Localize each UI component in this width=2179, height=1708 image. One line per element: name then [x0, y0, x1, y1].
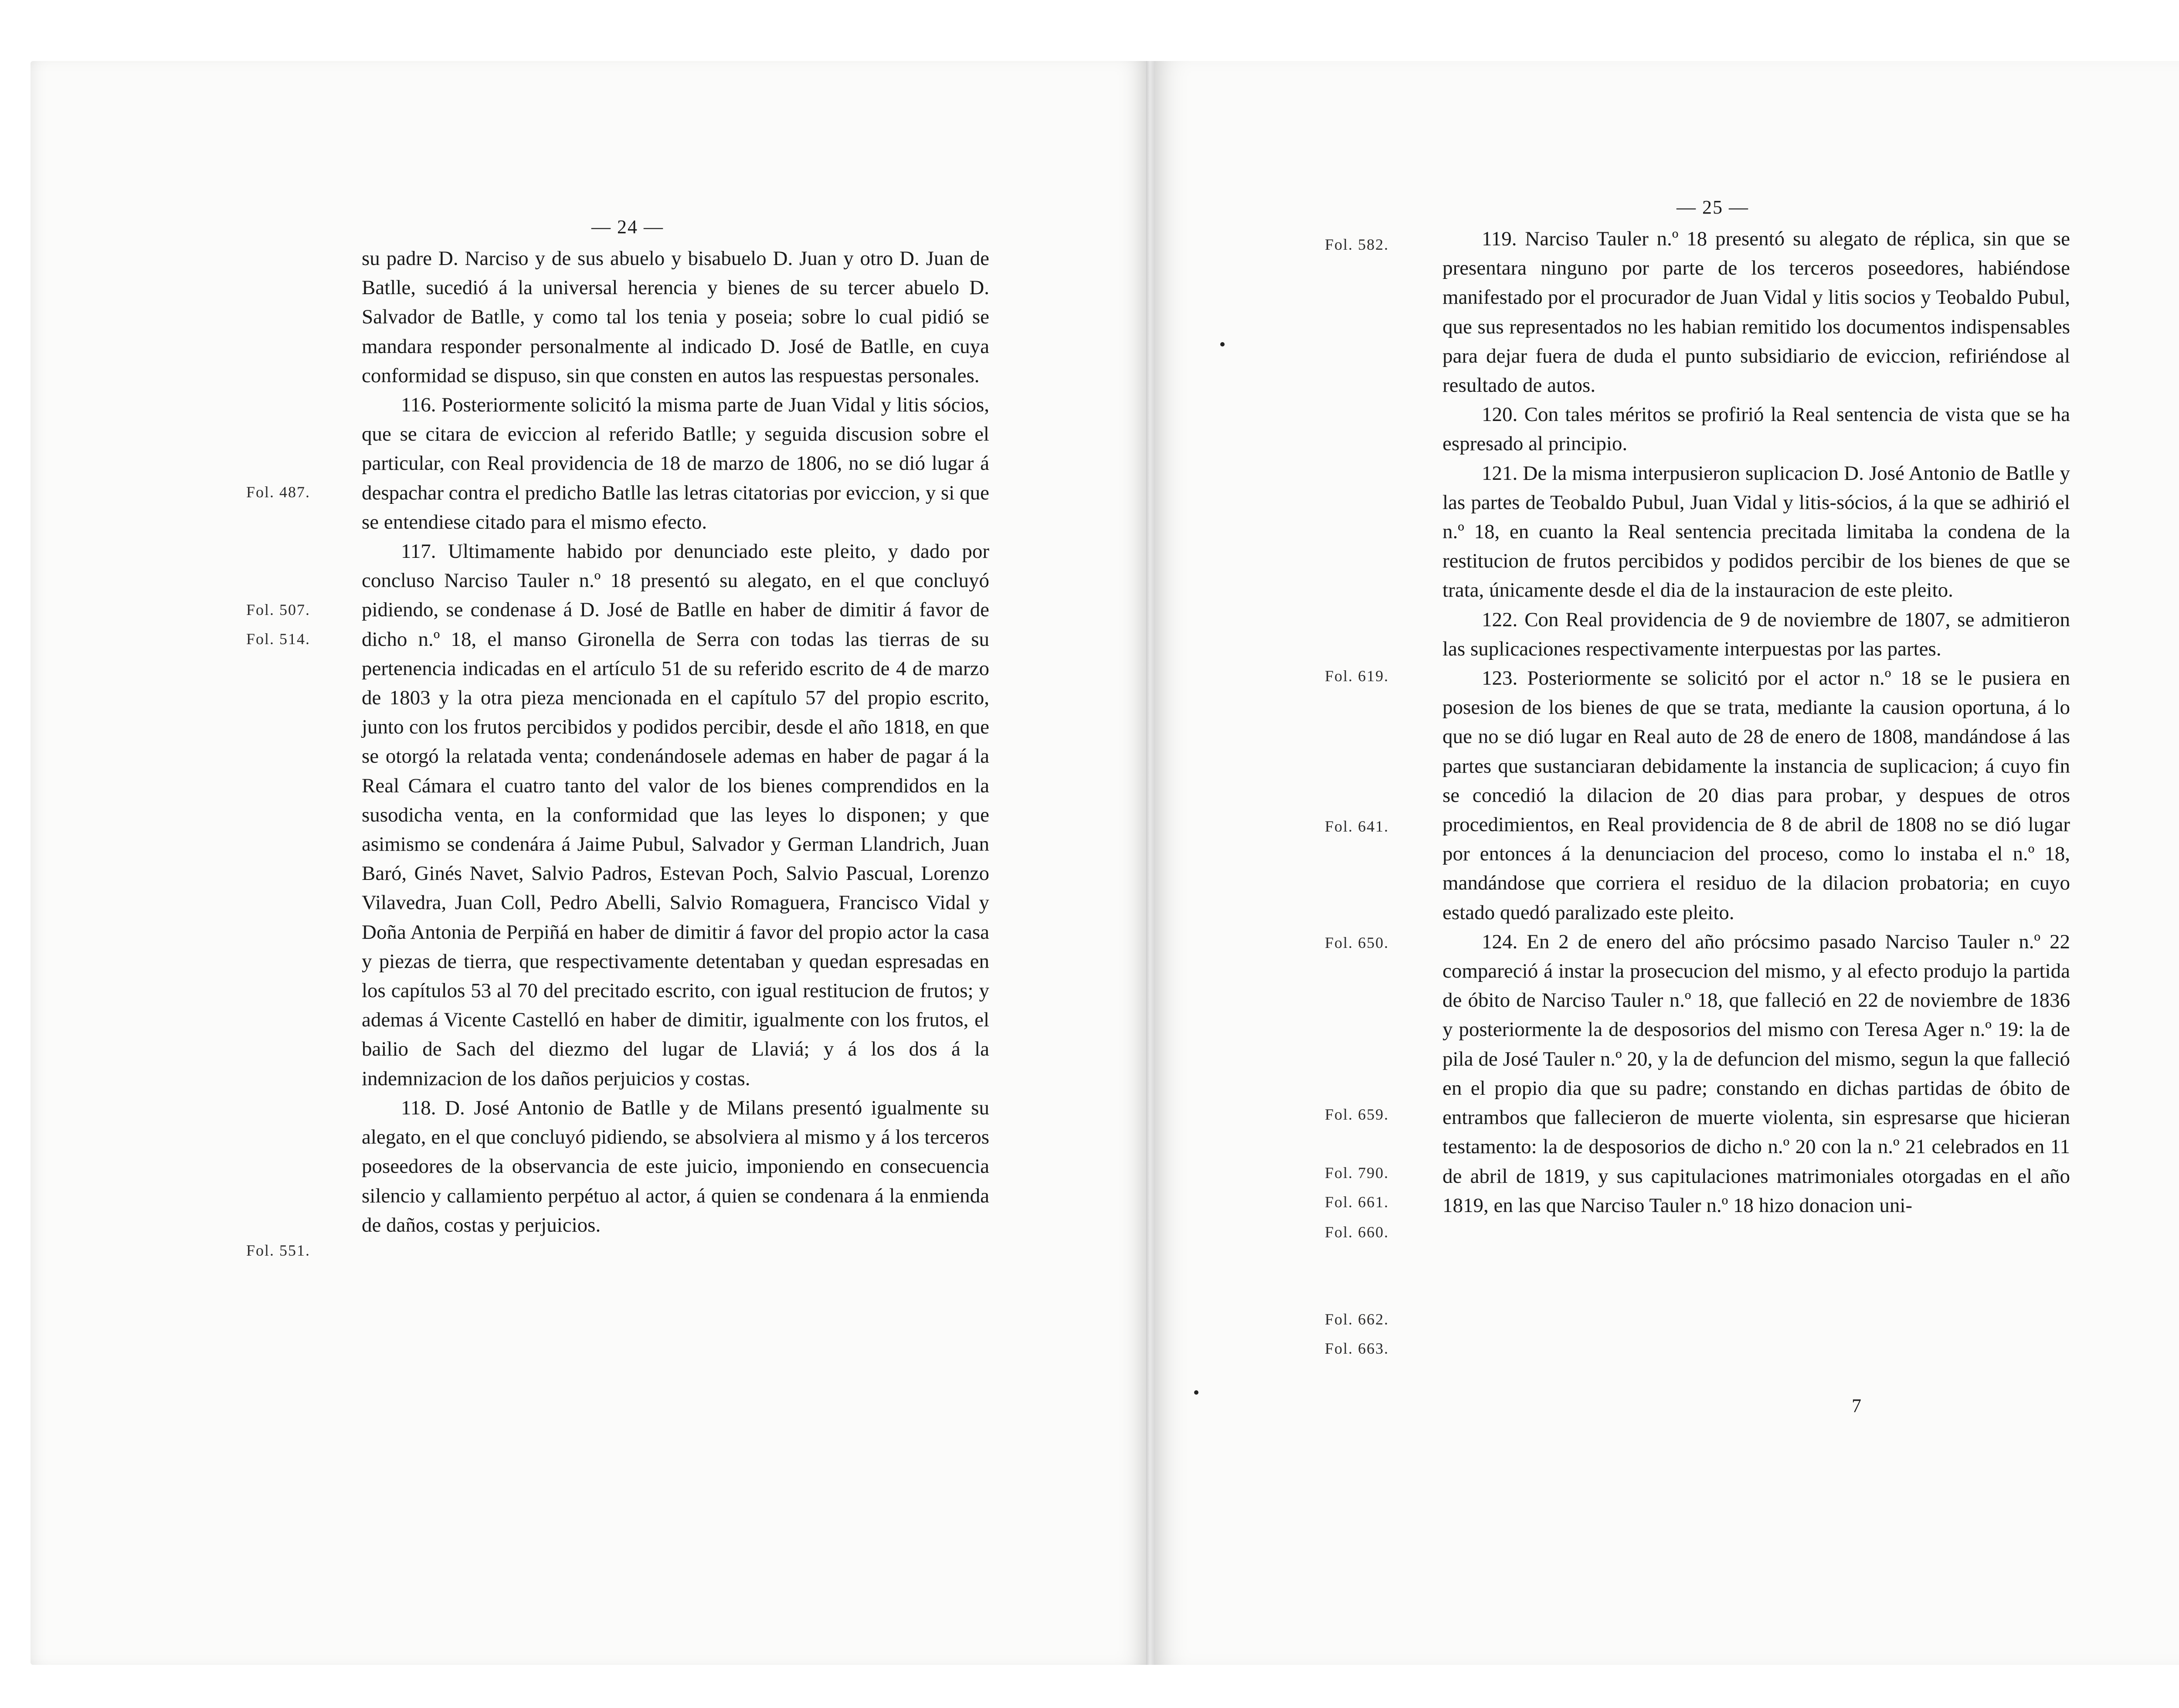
paragraph: 123. Posteriormente se solicitó por el actor n.º 18 se le pusiera en posesion de los bienes de que se trata, mediante la causion oportuna, á lo que no se dió lugar en Real auto de 28 de enero de 1808, mandándose á las partes que sustanciaran debidamente la instancia de suplicacion; á cuyo fin se concedió la dilacion de 20 dias para probar, y despues de otros procedimientos, en Real providencia de 8 de abril de 1808 no se dió lugar por entonces á la denunciacion del proceso, como lo instaba el n.º 18, mandándose que corriera el residuo de la dilacion probatoria; en cuyo estado quedó paralizado este pleito. — [1442, 667, 2070, 924]
left-body-text — [362, 244, 989, 1240]
paragraph: su padre D. Narciso y de sus abuelo y bisabuelo D. Juan y otro D. Juan de Batlle, sucedió á la universal herencia y bienes de su tercer abuelo D. Salvador de Batlle, y como tal los tenia y poseia; sobre lo cual pidió se mandara responder personalmente al indicado D. José de Batlle, en cuya conformidad se dispuso, sin que consten en autos las respuestas personales. — [362, 247, 989, 387]
left-page-number: — 24 — — [591, 216, 664, 238]
right-margin-note: Fol. 659. — [1325, 1106, 1389, 1123]
scan-speck — [1194, 1390, 1198, 1395]
paragraph: 117. Ultimamente habido por denunciado este pleito, y dado por concluso Narciso Tauler n.º 18 presentó su alegato, en el que concluyó pidiendo, se condenase á D. José de Batlle en haber de dimitir á favor de dicho n.º 18, el manso Gironella de Serra con todas las tierras de su pertenencia indicadas en el artículo 51 de su referido escrito de 4 de marzo de 1803 y la otra pieza mencionada en el capítulo 57 del propio escrito, junto con los frutos percibidos y podidos percibir, desde el año 1818, en que se otorgó la relatada venta; condenándosele ademas en haber de pagar á la Real Cámara el cuatro tanto del valor de los bienes comprendidos en la susodicha venta, en la conformidad que las leyes lo disponen; y que asimismo se condenára á Jaime Pubul, Salvador y German Llandrich, Juan Baró, Ginés Navet, Salvio Padros, Estevan Poch, Salvio Pascual, Lorenzo Vilavedra, Juan Coll, Pedro Abelli, Salvio Romaguera, Francisco Vidal y Doña Antonia de Perpiñá en haber de dimitir á favor del propio actor la casa y piezas de tierra, que respectivamente detentaban y quedan espresadas en los capítulos 53 al 70 del precitado escrito, con igual restitucion de frutos; y ademas á Vicente Castelló en haber de dimitir, igualmente con los frutos, el bailio de Sach del diezmo del lugar de Llaviá; y á los dos á la indemnizacion de los daños perjuicios y costas. — [362, 540, 989, 1090]
signature-mark: 7 — [1852, 1395, 1861, 1416]
left-margin-note: Fol. 487. — [246, 483, 311, 501]
paragraph: 124. En 2 de enero del año prócsimo pasado Narciso Tauler n.º 22 compareció á instar la prosecucion del mismo, y al efecto produjo la partida de óbito de Narciso Tauler n.º 18, que falleció en 22 de noviembre de 1836 y posteriormente la de desposorios del mismo con Teresa Ager n.º 19: la de pila de José Tauler n.º 20, y la de defuncion del mismo, segun la que falleció en el propio dia que su padre; constando en dichas partidas de óbito de entrambos que fallecieron de muerte violenta, sin espresarse que hicieran testamento: la de desposorios de dicho n.º 20 con la n.º 21 celebrados en 11 de abril de 1819, y sus capitulaciones matrimoniales otorgadas en el año 1819, en las que Narciso Tauler n.º 18 hizo donacion uni- — [1442, 930, 2070, 1217]
left-margin-note: Fol. 514. — [246, 630, 311, 648]
paragraph: 119. Narciso Tauler n.º 18 presentó su alegato de réplica, sin que se presentara ninguno por parte de los terceros poseedores, habiéndose manifestado por el procurador de Juan Vidal y litis socios y Teobaldo Pubul, que sus representados no les habian remitido los documentos indispensables para dejar fuera de duda el punto subsidiario de eviccion, refiriéndose al resultado de autos. — [1442, 228, 2070, 397]
right-margin-note: Fol. 650. — [1325, 934, 1389, 951]
paragraph: 116. Posteriormente solicitó la misma parte de Juan Vidal y litis sócios, que se citara de eviccion al referido Batlle; y seguida discusion sobre el particular, con Real providencia de 18 de marzo de 1806, no se dió lugar á despachar contra el predicho Batlle las letras citatorias por eviccion, y si que se entendiese citado para el mismo efecto. — [362, 394, 989, 533]
right-margin-note: Fol. 662. — [1325, 1311, 1389, 1328]
paragraph: 118. D. José Antonio de Batlle y de Milans presentó igualmente su alegato, en el que concluyó pidiendo, se absolviera al mismo y á los terceros poseedores de la observancia de este juicio, imponiendo en consecuencia silencio y callamiento perpétuo al actor, á quien se condenara á la enmienda de daños, costas y perjuicios. — [362, 1096, 989, 1236]
scan-speck — [1220, 342, 1225, 346]
right-page-number: — 25 — — [1677, 197, 1749, 218]
right-margin-note: Fol. 660. — [1325, 1223, 1389, 1241]
left-margin-note: Fol. 507. — [246, 601, 311, 618]
right-margin-note: Fol. 641. — [1325, 818, 1389, 835]
right-margin-note: Fol. 661. — [1325, 1193, 1389, 1211]
right-margin-note: Fol. 582. — [1325, 236, 1389, 253]
paragraph: 121. De la misma interpusieron suplicacion D. José Antonio de Batlle y las partes de Teobaldo Pubul, Juan Vidal y litis-sócios, á la que se adhirió el n.º 18, en cuanto la Real sentencia precitada limitaba la condena de la restitucion de frutos percibidos y podidos percibir de los bienes de que se trata, únicamente desde el dia de la instauracion de este pleito. — [1442, 462, 2070, 602]
right-body-text — [1442, 224, 2070, 1220]
right-margin-note: Fol. 790. — [1325, 1164, 1389, 1182]
right-margin-note: Fol. 663. — [1325, 1340, 1389, 1357]
paragraph: 122. Con Real providencia de 9 de noviembre de 1807, se admitieron las suplicaciones respectivamente interpuestas por las partes. — [1442, 608, 2070, 660]
right-margin-note: Fol. 619. — [1325, 667, 1389, 685]
paragraph: 120. Con tales méritos se profirió la Real sentencia de vista que se ha espresado al principio. — [1442, 403, 2070, 455]
left-margin-note: Fol. 551. — [246, 1242, 311, 1259]
book-gutter — [1146, 61, 1156, 1665]
